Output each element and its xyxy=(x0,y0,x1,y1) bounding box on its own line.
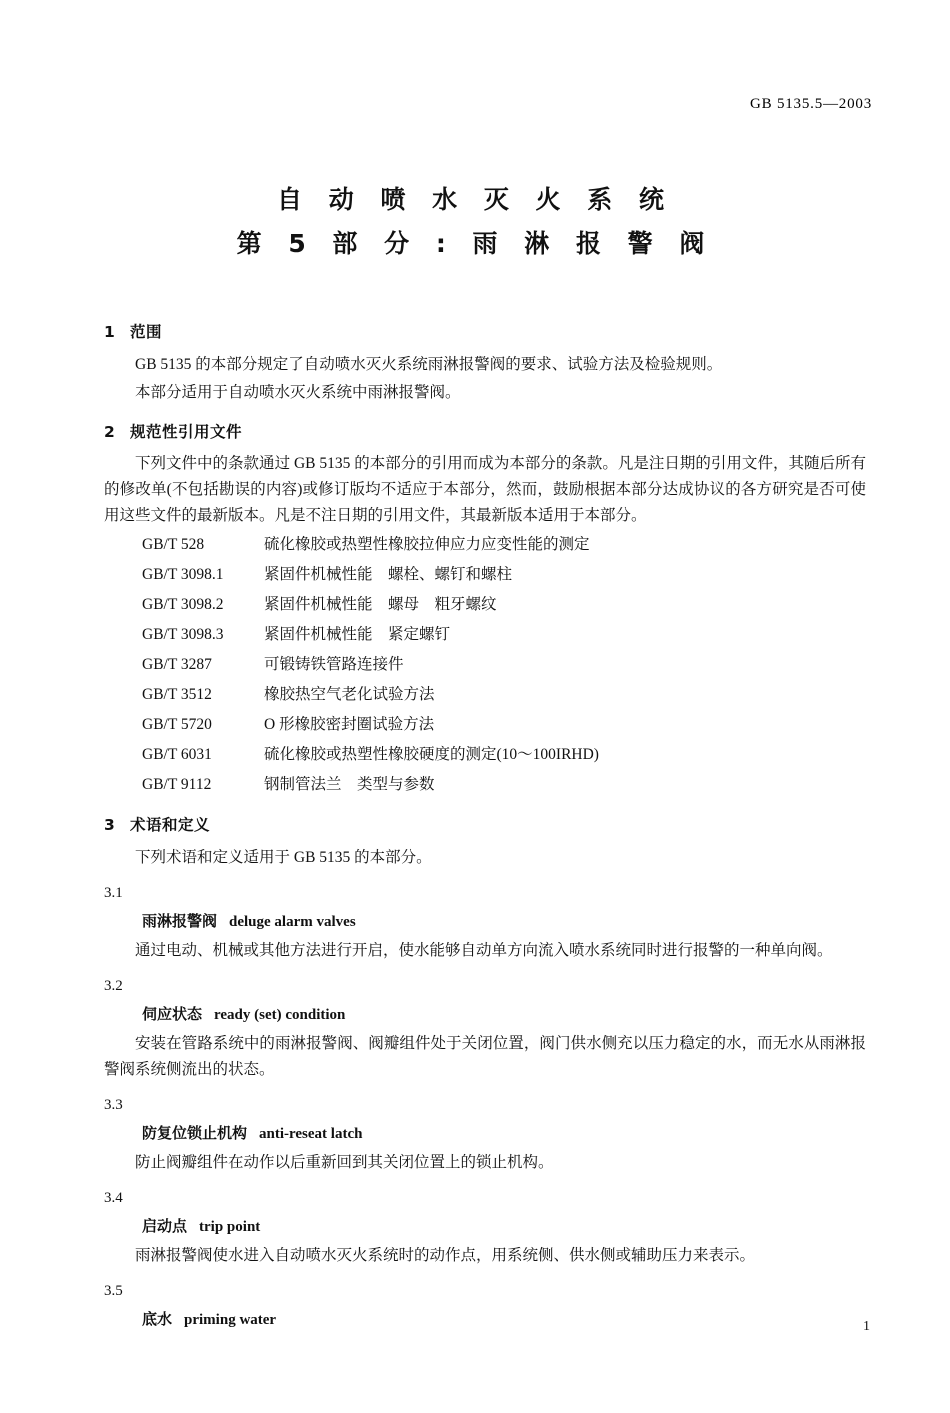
clause-number: 3.3 xyxy=(104,1096,123,1113)
reference-item xyxy=(104,741,866,769)
clause-number: 3.5 xyxy=(104,1282,123,1299)
term-chinese: 伺应状态 xyxy=(142,1005,203,1023)
term-entry xyxy=(104,1002,866,1029)
term-english: ready (set) condition xyxy=(214,1007,346,1023)
term-definition: 安装在管路系统中的雨淋报警阀、阀瓣组件处于关闭位置，阀门供水侧充以压力稳定的水，而无水从雨淋报警阀系统侧流出的状态。 xyxy=(104,1034,866,1078)
reference-code: GB/T 3098.2 xyxy=(142,596,224,613)
reference-title: 可锻铸铁管路连接件 xyxy=(264,656,404,673)
term-entry xyxy=(104,1307,866,1334)
reference-title: O 形橡胶密封圈试验方法 xyxy=(264,716,435,733)
reference-item xyxy=(104,621,866,649)
section-number-2: 2 xyxy=(104,422,116,441)
reference-item xyxy=(104,771,866,799)
term-definition: 防止阀瓣组件在动作以后重新回到其关闭位置上的锁止机构。 xyxy=(135,1153,554,1171)
term-definition: 通过电动、机械或其他方法进行开启，使水能够自动单方向流入喷水系统同时进行报警的一种单向阀。 xyxy=(135,941,833,959)
term-english: trip point xyxy=(199,1219,261,1235)
clause-number: 3.1 xyxy=(104,884,123,901)
reference-code: GB/T 3098.1 xyxy=(142,566,224,583)
reference-title: 硫化橡胶或热塑性橡胶拉伸应力应变性能的测定 xyxy=(264,536,590,553)
section-title-2: 规范性引用文件 xyxy=(130,422,243,441)
reference-code: GB/T 528 xyxy=(142,536,205,553)
reference-title: 紧固件机械性能 螺母 粗牙螺纹 xyxy=(264,596,497,613)
section-1-paragraph-1: GB 5135 的本部分规定了自动喷水灭火系统雨淋报警阀的要求、试验方法及检验规则。 xyxy=(135,355,723,373)
section-number-3: 3 xyxy=(104,816,116,834)
reference-code: GB/T 3098.3 xyxy=(142,626,224,643)
term-chinese: 雨淋报警阀 xyxy=(142,912,218,930)
term-chinese: 防复位锁止机构 xyxy=(142,1124,248,1142)
standard-code-header: GB 5135.5—2003 xyxy=(749,96,872,112)
reference-code: GB/T 9112 xyxy=(142,776,212,793)
section-2-paragraph-1: 下列文件中的条款通过 GB 5135 的本部分的引用而成为本部分的条款。凡是注日期的引用文件，其随后所有的修改单(不包括勘误的内容)或修订版均不适应于本部分，然而，鼓励根据本部分达成协议的各方研究是否可使用这些文件的最新版本。凡是不注日期的引用文件，其最新版本适用于本部分。 xyxy=(104,455,866,524)
reference-item xyxy=(104,711,866,739)
reference-title: 紧固件机械性能 紧定螺钉 xyxy=(264,626,451,643)
term-english: priming water xyxy=(184,1312,277,1328)
term-english: anti-reseat latch xyxy=(259,1126,363,1142)
reference-title: 橡胶热空气老化试验方法 xyxy=(264,686,435,703)
document-body xyxy=(104,306,866,1335)
page-number: 1 xyxy=(863,1319,870,1334)
section-heading-1 xyxy=(104,320,866,346)
reference-code: GB/T 3287 xyxy=(142,656,212,673)
title-line-2: 第 5 部 分 : 雨 淋 报 警 阀 xyxy=(236,229,714,258)
section-number-1: 1 xyxy=(104,323,116,341)
term-definition: 雨淋报警阀使水进入自动喷水灭火系统时的动作点，用系统侧、供水侧或辅助压力来表示。 xyxy=(135,1246,756,1264)
reference-title: 钢制管法兰 类型与参数 xyxy=(264,776,435,793)
clause-number: 3.2 xyxy=(104,977,123,994)
section-heading-2 xyxy=(104,420,866,446)
reference-item xyxy=(104,591,866,619)
term-chinese: 启动点 xyxy=(142,1217,188,1235)
reference-code: GB/T 6031 xyxy=(142,746,212,763)
reference-item xyxy=(104,561,866,589)
reference-title: 硫化橡胶或热塑性橡胶硬度的测定(10～100IRHD) xyxy=(264,746,599,763)
reference-item xyxy=(104,531,866,559)
document-title xyxy=(0,178,950,266)
reference-item xyxy=(104,651,866,679)
reference-code: GB/T 3512 xyxy=(142,686,212,703)
reference-code: GB/T 5720 xyxy=(142,716,212,733)
section-1-paragraph-2: 本部分适用于自动喷水灭火系统中雨淋报警阀。 xyxy=(135,383,461,401)
reference-title: 紧固件机械性能 螺栓、螺钉和螺柱 xyxy=(264,566,513,583)
term-entry xyxy=(104,909,866,936)
section-heading-3 xyxy=(104,813,866,839)
term-chinese: 底水 xyxy=(142,1310,173,1328)
clause-number: 3.4 xyxy=(104,1189,123,1206)
term-english: deluge alarm valves xyxy=(229,914,356,930)
section-3-paragraph-1: 下列术语和定义适用于 GB 5135 的本部分。 xyxy=(135,848,432,866)
term-entry xyxy=(104,1214,866,1241)
term-entry xyxy=(104,1121,866,1148)
title-line-1: 自 动 喷 水 灭 火 系 统 xyxy=(277,185,673,214)
reference-item xyxy=(104,681,866,709)
section-title-1: 范围 xyxy=(130,323,163,341)
section-title-3: 术语和定义 xyxy=(130,816,211,834)
